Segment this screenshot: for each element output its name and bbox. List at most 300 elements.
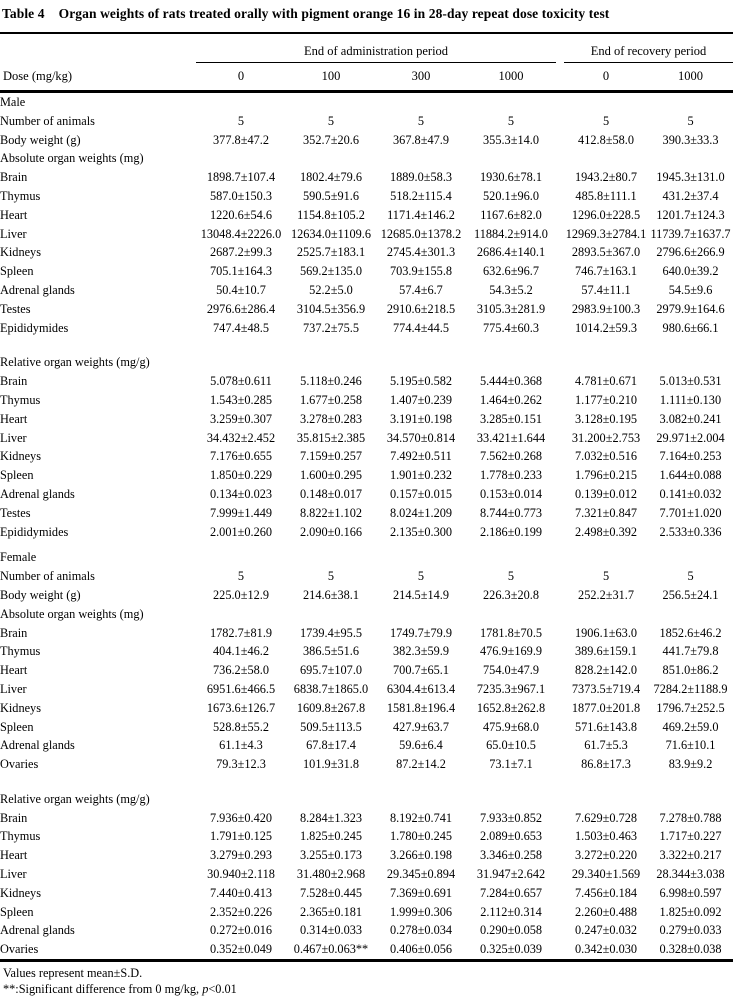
table-row xyxy=(0,410,733,429)
table-caption: Organ weights of rats treated orally with pigment orange 16 in 28-day repeat dose toxicity test xyxy=(58,6,610,21)
value-cell: 352.7±20.6 xyxy=(303,132,359,147)
table-row xyxy=(0,567,733,586)
value-cell: 1.600±0.295 xyxy=(299,468,363,483)
footnote-significance xyxy=(3,981,733,997)
table-row xyxy=(0,921,733,940)
table-row xyxy=(0,466,733,485)
column-gap xyxy=(556,485,564,504)
spacer-cell xyxy=(0,541,733,548)
column-gap xyxy=(556,429,564,448)
value-cell: 1945.3±131.0 xyxy=(656,170,725,185)
value-cell: 1.999±0.306 xyxy=(389,904,453,919)
value-cell: 1.825±0.245 xyxy=(299,829,363,844)
value-cell: 386.5±51.6 xyxy=(303,644,359,659)
value-cell: 1296.0±228.5 xyxy=(571,207,641,222)
value-cell: 4.781±0.671 xyxy=(574,374,638,389)
table-row xyxy=(0,391,733,410)
column-gap xyxy=(556,884,564,903)
column-gap xyxy=(556,410,564,429)
value-cell: 3.322±0.217 xyxy=(659,848,722,863)
footnote-mean-sd: Values represent mean±S.D. xyxy=(3,966,143,981)
value-cell: 5 xyxy=(507,113,515,128)
value-cell: 13048.4±2226.0 xyxy=(200,226,282,241)
value-cell: 2.352±0.226 xyxy=(209,904,273,919)
table-row xyxy=(0,846,733,865)
value-cell: 5.195±0.582 xyxy=(389,374,453,389)
value-cell: 509.5±113.5 xyxy=(300,719,362,734)
subheader-row xyxy=(0,149,733,168)
table-row xyxy=(0,736,733,755)
value-cell: 754.0±47.9 xyxy=(483,663,539,678)
value-cell: 5.078±0.611 xyxy=(210,374,272,389)
dose-gap xyxy=(556,63,564,92)
row-label: Spleen xyxy=(0,904,34,919)
column-gap xyxy=(556,206,564,225)
column-gap xyxy=(556,112,564,131)
value-cell: 86.8±17.3 xyxy=(581,757,631,772)
value-cell: 34.570±0.814 xyxy=(386,430,456,445)
row-label: Liver xyxy=(0,681,27,696)
value-cell: 1943.2±80.7 xyxy=(574,170,638,185)
value-cell: 57.4±11.1 xyxy=(581,282,631,297)
table-row xyxy=(0,680,733,699)
table-body xyxy=(0,92,733,961)
value-cell: 1167.6±82.0 xyxy=(480,207,542,222)
value-cell: 389.6±159.1 xyxy=(574,644,638,659)
row-label: Thymus xyxy=(0,392,41,407)
table-number: Table 4 xyxy=(2,6,45,21)
value-cell: 7.369±0.691 xyxy=(389,885,453,900)
column-gap xyxy=(556,319,564,338)
value-cell: 2983.9±100.3 xyxy=(571,301,641,316)
table-row xyxy=(0,755,733,774)
value-cell: 30.940±2.118 xyxy=(207,867,275,882)
value-cell: 1.111±0.130 xyxy=(659,392,722,407)
value-cell: 1906.1±63.0 xyxy=(574,625,638,640)
table-row xyxy=(0,112,733,131)
value-cell: 12969.3±2784.1 xyxy=(565,226,647,241)
value-cell: 412.8±58.0 xyxy=(578,132,634,147)
value-cell: 355.3±14.0 xyxy=(483,132,539,147)
table-row xyxy=(0,903,733,922)
row-label: Brain xyxy=(0,170,28,185)
dose-value: 1000 xyxy=(466,63,556,92)
value-cell: 632.6±96.7 xyxy=(483,264,539,279)
value-cell: 441.7±79.8 xyxy=(662,644,719,659)
dose-value: 0 xyxy=(196,63,286,92)
value-cell: 1609.8±267.8 xyxy=(296,700,366,715)
row-label: Adrenal glands xyxy=(0,738,75,753)
value-cell: 7.999±1.449 xyxy=(209,505,273,520)
table-row xyxy=(0,447,733,466)
group-header-recovery: End of recovery period xyxy=(564,33,733,63)
value-cell: 79.3±12.3 xyxy=(216,757,266,772)
spacer-cell xyxy=(0,774,733,790)
value-cell: 0.467±0.063** xyxy=(293,942,369,957)
column-gap xyxy=(556,940,564,960)
value-cell: 59.6±6.4 xyxy=(399,738,443,753)
value-cell: 12685.0±1378.2 xyxy=(380,226,462,241)
table-row xyxy=(0,699,733,718)
value-cell: 518.2±115.4 xyxy=(390,188,452,203)
column-gap xyxy=(556,586,564,605)
footnote-significance-text: **:Significant difference from 0 mg/kg, xyxy=(3,982,203,997)
value-cell: 3.285±0.151 xyxy=(479,411,543,426)
value-cell: 571.6±143.8 xyxy=(574,719,638,734)
column-gap xyxy=(556,903,564,922)
row-label: Heart xyxy=(0,848,28,863)
row-label: Spleen xyxy=(0,719,34,734)
value-cell: 1581.8±196.4 xyxy=(386,700,456,715)
value-cell: 0.139±0.012 xyxy=(574,486,638,501)
column-gap xyxy=(556,809,564,828)
value-cell: 2.498±0.392 xyxy=(574,524,638,539)
value-cell: 528.8±55.2 xyxy=(213,719,269,734)
value-cell: 2976.6±286.4 xyxy=(206,301,276,316)
value-cell: 1.780±0.245 xyxy=(389,829,453,844)
value-cell: 587.0±150.3 xyxy=(209,188,273,203)
value-cell: 367.8±47.9 xyxy=(393,132,449,147)
value-cell: 1852.6±46.2 xyxy=(659,625,722,640)
value-cell: 3.082±0.241 xyxy=(659,411,722,426)
value-cell: 1.791±0.125 xyxy=(209,829,273,844)
column-gap xyxy=(556,168,564,187)
row-label: Thymus xyxy=(0,644,41,659)
row-label: Brain xyxy=(0,374,28,389)
spacer-row xyxy=(0,541,733,548)
value-cell: 1201.7±124.3 xyxy=(656,207,725,222)
table-row xyxy=(0,225,733,244)
value-cell: 0.406±0.056 xyxy=(389,942,453,957)
value-cell: 1.503±0.463 xyxy=(574,829,638,844)
value-cell: 7.562±0.268 xyxy=(479,449,543,464)
value-cell: 3.191±0.198 xyxy=(389,411,453,426)
value-cell: 0.278±0.034 xyxy=(389,923,453,938)
value-cell: 7.164±0.253 xyxy=(659,449,722,464)
table-row xyxy=(0,624,733,643)
subheader-row xyxy=(0,353,733,372)
value-cell: 1.677±0.258 xyxy=(299,392,363,407)
column-gap xyxy=(556,262,564,281)
group-gap xyxy=(556,33,564,63)
value-cell: 0.272±0.016 xyxy=(209,923,273,938)
value-cell: 28.344±3.038 xyxy=(656,867,725,882)
row-label: Absolute organ weights (mg) xyxy=(0,606,144,621)
value-cell: 1014.2±59.3 xyxy=(574,320,638,335)
value-cell: 6304.4±613.4 xyxy=(386,681,456,696)
row-label: Epididymides xyxy=(0,524,69,539)
value-cell: 1802.4±79.6 xyxy=(299,170,363,185)
value-cell: 2979.9±164.6 xyxy=(656,301,725,316)
value-cell: 3.128±0.195 xyxy=(574,411,638,426)
value-cell: 5 xyxy=(687,569,694,584)
value-cell: 3104.5±356.9 xyxy=(296,301,366,316)
value-cell: 1749.7±79.9 xyxy=(389,625,453,640)
section-label: Male xyxy=(0,95,26,109)
subheader-row xyxy=(0,790,733,809)
dose-row xyxy=(0,63,733,92)
value-cell: 0.314±0.033 xyxy=(299,923,363,938)
dose-value: 1000 xyxy=(648,63,733,92)
column-gap xyxy=(556,523,564,542)
row-label: Kidneys xyxy=(0,700,41,715)
row-label: Spleen xyxy=(0,264,34,279)
dose-label: Dose (mg/kg) xyxy=(0,63,196,92)
value-cell: 11739.7±1637.7 xyxy=(650,226,731,241)
column-gap xyxy=(556,187,564,206)
value-cell: 2.089±0.653 xyxy=(479,829,543,844)
column-gap xyxy=(556,624,564,643)
value-cell: 427.9±63.7 xyxy=(393,719,449,734)
value-cell: 1652.8±262.8 xyxy=(476,700,546,715)
value-cell: 7235.3±967.1 xyxy=(476,681,546,696)
table-row xyxy=(0,262,733,281)
value-cell: 377.8±47.2 xyxy=(213,132,269,147)
value-cell: 256.5±24.1 xyxy=(662,587,719,602)
value-cell: 5 xyxy=(507,569,515,584)
value-cell: 7.528±0.445 xyxy=(299,885,363,900)
value-cell: 31.947±2.642 xyxy=(476,867,546,882)
value-cell: 390.3±33.3 xyxy=(662,132,719,147)
value-cell: 431.2±37.4 xyxy=(662,188,719,203)
value-cell: 5 xyxy=(417,569,425,584)
dose-value: 300 xyxy=(376,63,466,92)
value-cell: 1.850±0.229 xyxy=(209,468,273,483)
row-label: Brain xyxy=(0,625,28,640)
value-cell: 6951.6±466.5 xyxy=(206,681,276,696)
value-cell: 485.8±111.1 xyxy=(575,188,637,203)
value-cell: 31.200±2.753 xyxy=(571,430,641,445)
value-cell: 695.7±107.0 xyxy=(299,663,363,678)
table-row xyxy=(0,319,733,338)
table-row xyxy=(0,523,733,542)
value-cell: 0.153±0.014 xyxy=(479,486,543,501)
value-cell: 3.279±0.293 xyxy=(209,848,273,863)
value-cell: 640.0±39.2 xyxy=(662,264,719,279)
table-row xyxy=(0,809,733,828)
value-cell: 87.2±14.2 xyxy=(396,757,446,772)
row-label: Heart xyxy=(0,207,28,222)
value-cell: 12634.0±1109.6 xyxy=(290,226,372,241)
row-label: Heart xyxy=(0,663,28,678)
value-cell: 0.328±0.038 xyxy=(659,942,722,957)
value-cell: 31.480±2.968 xyxy=(296,867,366,882)
value-cell: 7.440±0.413 xyxy=(209,885,273,900)
value-cell: 382.3±59.9 xyxy=(393,644,449,659)
value-cell: 775.4±60.3 xyxy=(483,320,539,335)
value-cell: 2.090±0.166 xyxy=(299,524,363,539)
table-row xyxy=(0,372,733,391)
table-row xyxy=(0,206,733,225)
value-cell: 225.0±12.9 xyxy=(213,587,269,602)
table-row xyxy=(0,661,733,680)
group-header-administration: End of administration period xyxy=(196,33,556,63)
value-cell: 1877.0±201.8 xyxy=(571,700,641,715)
value-cell: 3.272±0.220 xyxy=(574,848,638,863)
footnote-p-symbol: p xyxy=(202,982,209,997)
row-label: Heart xyxy=(0,411,28,426)
value-cell: 1.464±0.262 xyxy=(479,392,543,407)
value-cell: 2686.4±140.1 xyxy=(476,245,546,260)
value-cell: 54.3±5.2 xyxy=(489,282,533,297)
value-cell: 2910.6±218.5 xyxy=(386,301,456,316)
value-cell: 52.2±5.0 xyxy=(309,282,353,297)
column-gap xyxy=(556,300,564,319)
dose-value: 0 xyxy=(564,63,648,92)
column-gap xyxy=(556,827,564,846)
value-cell: 3.259±0.307 xyxy=(209,411,273,426)
spacer-cell xyxy=(0,337,733,353)
value-cell: 1.407±0.239 xyxy=(389,392,453,407)
table-row xyxy=(0,131,733,150)
value-cell: 7.032±0.516 xyxy=(574,449,638,464)
value-cell: 2687.2±99.3 xyxy=(209,245,273,260)
table-header xyxy=(0,33,733,92)
value-cell: 5 xyxy=(237,113,245,128)
value-cell: 703.9±155.8 xyxy=(389,264,453,279)
value-cell: 746.7±163.1 xyxy=(574,264,638,279)
value-cell: 73.1±7.1 xyxy=(489,757,533,772)
value-cell: 3.346±0.258 xyxy=(479,848,543,863)
value-cell: 34.432±2.452 xyxy=(206,430,276,445)
value-cell: 8.822±1.102 xyxy=(299,505,363,520)
value-cell: 1.177±0.210 xyxy=(574,392,638,407)
row-label: Liver xyxy=(0,867,27,882)
value-cell: 5 xyxy=(417,113,425,128)
column-gap xyxy=(556,680,564,699)
value-cell: 7.936±0.420 xyxy=(209,810,273,825)
value-cell: 252.2±31.7 xyxy=(578,587,634,602)
value-cell: 8.284±1.323 xyxy=(299,810,363,825)
column-gap xyxy=(556,718,564,737)
value-cell: 3.255±0.173 xyxy=(299,848,363,863)
value-cell: 705.1±164.3 xyxy=(209,264,273,279)
value-cell: 71.6±10.1 xyxy=(665,738,716,753)
spacer-row xyxy=(0,774,733,790)
value-cell: 1220.6±54.6 xyxy=(209,207,273,222)
value-cell: 1.901±0.232 xyxy=(389,468,453,483)
table-row xyxy=(0,300,733,319)
table-row xyxy=(0,827,733,846)
value-cell: 61.1±4.3 xyxy=(219,738,263,753)
column-gap xyxy=(556,846,564,865)
table-row xyxy=(0,586,733,605)
value-cell: 67.8±17.4 xyxy=(306,738,356,753)
value-cell: 0.279±0.033 xyxy=(659,923,722,938)
value-cell: 61.7±5.3 xyxy=(584,738,628,753)
value-cell: 476.9±169.9 xyxy=(479,644,543,659)
row-label: Absolute organ weights (mg) xyxy=(0,151,144,166)
row-label: Spleen xyxy=(0,468,34,483)
value-cell: 29.971±2.004 xyxy=(656,430,725,445)
value-cell: 737.2±75.5 xyxy=(303,320,359,335)
value-cell: 736.2±58.0 xyxy=(213,663,269,678)
value-cell: 11884.2±914.0 xyxy=(474,226,548,241)
value-cell: 8.744±0.773 xyxy=(479,505,543,520)
column-gap xyxy=(556,642,564,661)
value-cell: 54.5±9.6 xyxy=(668,282,713,297)
footnotes xyxy=(0,962,733,997)
value-cell: 1673.6±126.7 xyxy=(206,700,276,715)
table-row xyxy=(0,718,733,737)
value-cell: 5.013±0.531 xyxy=(659,374,722,389)
value-cell: 226.3±20.8 xyxy=(483,587,539,602)
value-cell: 851.0±86.2 xyxy=(662,663,719,678)
row-label: Brain xyxy=(0,810,28,825)
row-label: Kidneys xyxy=(0,449,41,464)
value-cell: 700.7±65.1 xyxy=(393,663,449,678)
row-label: Adrenal glands xyxy=(0,486,75,501)
table-row xyxy=(0,187,733,206)
column-gap xyxy=(556,921,564,940)
value-cell: 590.5±91.6 xyxy=(303,188,359,203)
value-cell: 2.533±0.336 xyxy=(659,524,722,539)
value-cell: 101.9±31.8 xyxy=(303,757,359,772)
value-cell: 1171.4±146.2 xyxy=(387,207,455,222)
value-cell: 7.456±0.184 xyxy=(574,885,638,900)
value-cell: 6.998±0.597 xyxy=(659,885,722,900)
value-cell: 7.492±0.511 xyxy=(390,449,452,464)
value-cell: 828.2±142.0 xyxy=(574,663,638,678)
value-cell: 0.290±0.058 xyxy=(479,923,543,938)
column-gap xyxy=(556,736,564,755)
value-cell: 1.644±0.088 xyxy=(659,468,722,483)
value-cell: 0.352±0.049 xyxy=(209,942,273,957)
row-label: Kidneys xyxy=(0,885,41,900)
row-label: Relative organ weights (mg/g) xyxy=(0,791,150,806)
table-row xyxy=(0,429,733,448)
value-cell: 5.444±0.368 xyxy=(479,374,543,389)
value-cell: 1781.8±70.5 xyxy=(479,625,543,640)
value-cell: 5 xyxy=(237,569,245,584)
table-row xyxy=(0,865,733,884)
table-row xyxy=(0,504,733,523)
column-gap xyxy=(556,372,564,391)
value-cell: 1.717±0.227 xyxy=(659,829,722,844)
value-cell: 50.4±10.7 xyxy=(216,282,266,297)
table-row xyxy=(0,940,733,960)
row-label: Testes xyxy=(0,301,31,316)
value-cell: 8.024±1.209 xyxy=(389,505,453,520)
value-cell: 1.543±0.285 xyxy=(209,392,273,407)
group-header-spacer xyxy=(0,33,196,63)
value-cell: 5 xyxy=(687,113,694,128)
value-cell: 29.340±1.569 xyxy=(571,867,641,882)
value-cell: 1796.7±252.5 xyxy=(656,700,725,715)
value-cell: 1889.0±58.3 xyxy=(389,170,453,185)
value-cell: 7.629±0.728 xyxy=(574,810,638,825)
value-cell: 1.825±0.092 xyxy=(659,904,722,919)
spacer-row xyxy=(0,337,733,353)
row-label: Adrenal glands xyxy=(0,282,75,297)
value-cell: 214.6±38.1 xyxy=(303,587,359,602)
value-cell: 1.796±0.215 xyxy=(574,468,638,483)
value-cell: 0.134±0.023 xyxy=(209,486,273,501)
value-cell: 2.001±0.260 xyxy=(209,524,273,539)
section-label: Female xyxy=(0,550,37,565)
value-cell: 3105.3±281.9 xyxy=(476,301,546,316)
value-cell: 0.141±0.032 xyxy=(659,486,722,501)
value-cell: 33.421±1.644 xyxy=(476,430,546,445)
value-cell: 1.778±0.233 xyxy=(479,468,543,483)
row-label: Kidneys xyxy=(0,245,41,260)
value-cell: 57.4±6.7 xyxy=(399,282,443,297)
value-cell: 8.192±0.741 xyxy=(389,810,453,825)
value-cell: 29.345±0.894 xyxy=(386,867,456,882)
table-row xyxy=(0,485,733,504)
column-gap xyxy=(556,699,564,718)
value-cell: 7.159±0.257 xyxy=(299,449,363,464)
